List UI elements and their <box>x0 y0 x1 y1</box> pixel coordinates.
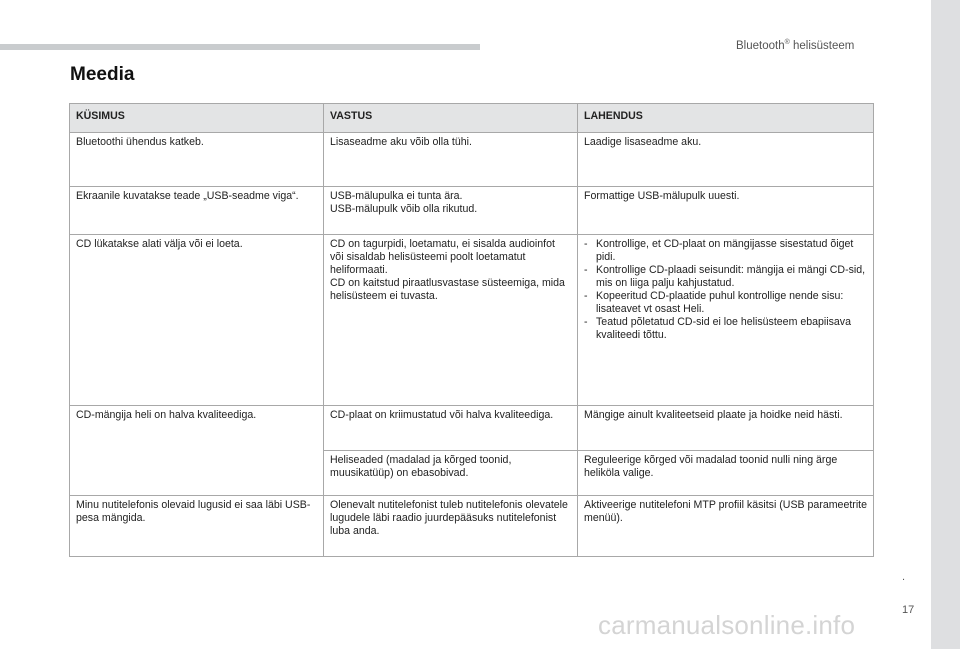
section-label: Bluetooth® helisüsteem <box>736 39 855 52</box>
header-rule <box>0 44 480 50</box>
solution-cell: Formattige USB-mälupulk uuesti. <box>578 187 874 235</box>
column-header-question: KÜSIMUS <box>70 104 324 133</box>
table-header-row <box>70 104 874 133</box>
continuation-marker: . <box>902 571 906 583</box>
list-item: - Kopeeritud CD-plaatide puhul kontrollige nende sisu: lisateavet vt osast Heli. <box>584 290 867 316</box>
list-item: - Kontrollige, et CD-plaat on mängijasse sisestatud õiget pidi. <box>584 238 867 264</box>
column-header-answer: VASTUS <box>324 104 578 133</box>
answer-cell: Heliseaded (madalad ja kõrged toonid, muusikatüüp) on ebasobivad. <box>324 451 578 496</box>
answer-cell: Lisaseadme aku võib olla tühi. <box>324 133 578 187</box>
question-cell: Bluetoothi ühendus katkeb. <box>70 133 324 187</box>
question-cell: CD lükatakse alati välja või ei loeta. <box>70 235 324 406</box>
solution-cell: Laadige lisaseadme aku. <box>578 133 874 187</box>
solution-cell: Mängige ainult kvaliteetseid plaate ja hoidke neid hästi. <box>578 406 874 451</box>
table-row <box>70 187 874 235</box>
answer-cell: CD-plaat on kriimustatud või halva kvaliteediga. <box>324 406 578 451</box>
solution-cell <box>578 235 874 406</box>
question-cell: Minu nutitelefonis olevaid lugusid ei saa läbi USB-pesa mängida. <box>70 496 324 557</box>
side-margin-strip <box>931 0 960 649</box>
solution-cell: Aktiveerige nutitelefoni MTP profiil käsitsi (USB parameetrite menüü). <box>578 496 874 557</box>
list-item: - Teatud põletatud CD-sid ei loe helisüsteem ebapiisava kvaliteedi tõttu. <box>584 316 867 342</box>
answer-cell: USB-mälupulka ei tunta ära. USB-mälupulk võib olla rikutud. <box>324 187 578 235</box>
question-cell: Ekraanile kuvatakse teade „USB-seadme viga“. <box>70 187 324 235</box>
watermark-text: carmanualsonline.info <box>598 610 856 640</box>
table-row <box>70 496 874 557</box>
troubleshooting-table <box>69 103 874 557</box>
list-item: - Kontrollige CD-plaadi seisundit: mängija ei mängi CD-sid, mis on liiga palju kahjustatud. <box>584 264 867 290</box>
table-row <box>70 406 874 451</box>
question-cell: CD-mängija heli on halva kvaliteediga. <box>70 406 324 496</box>
solution-cell: Reguleerige kõrged või madalad toonid nulli ning ärge heliköla valige. <box>578 451 874 496</box>
table-row <box>70 235 874 406</box>
page-title: Meedia <box>70 64 135 85</box>
answer-cell: CD on tagurpidi, loetamatu, ei sisalda audioinfot või sisaldab helisüsteemi poolt loetamatut heliformaati. CD on kaitstud piraatlusvastase süsteemiga, mida helisüsteem ei tuvasta. <box>324 235 578 406</box>
column-header-solution: LAHENDUS <box>578 104 874 133</box>
answer-cell: Olenevalt nutitelefonist tuleb nutitelefonis olevatele lugudele läbi raadio juurdepääsuks nutitelefonist luba anda. <box>324 496 578 557</box>
table-row <box>70 133 874 187</box>
solution-list <box>584 238 867 342</box>
page-number: 17 <box>902 604 915 616</box>
